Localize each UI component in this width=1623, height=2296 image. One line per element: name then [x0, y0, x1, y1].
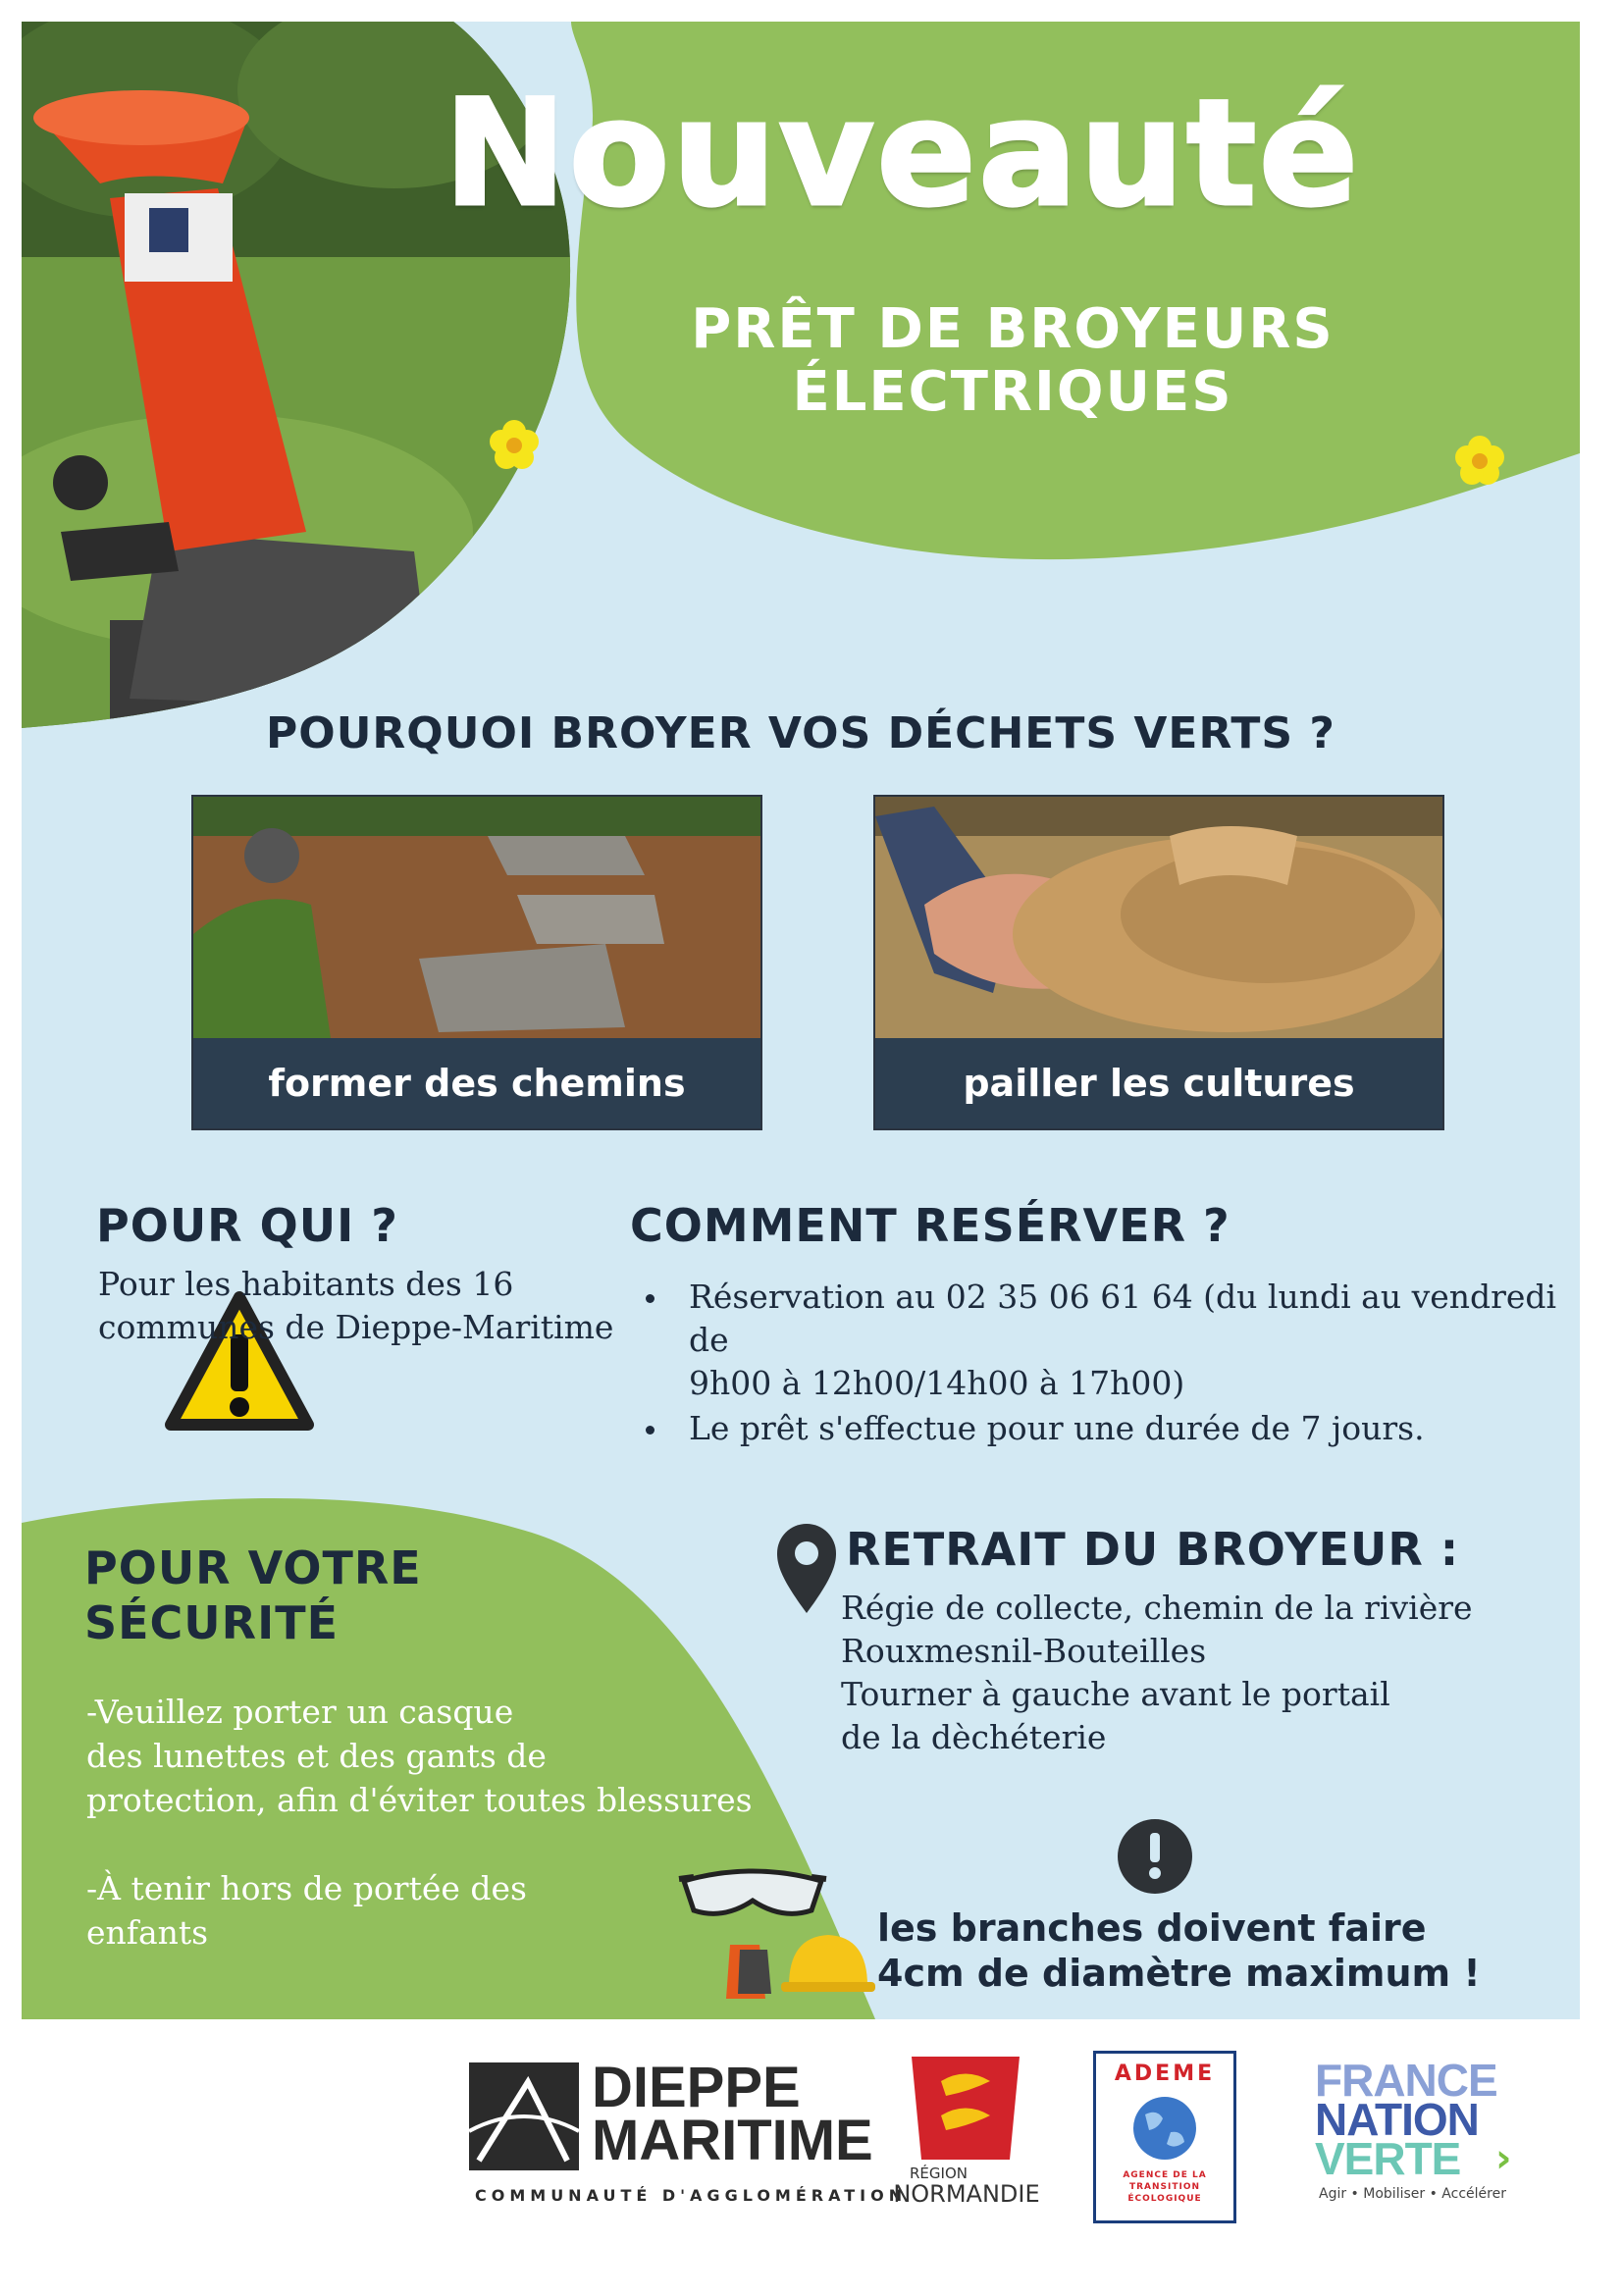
- reserve-heading: COMMENT RESÉRVER ?: [630, 1199, 1230, 1252]
- pickup-text: [841, 1587, 1547, 1759]
- mulch-path-photo: [193, 797, 760, 1038]
- reserve-item-phone-line-1: Réservation au 02 35 06 61 64 (du lundi au vendredi de: [689, 1278, 1557, 1359]
- card-caption-2: pailler les cultures: [875, 1038, 1442, 1128]
- pickup-text-line-3: Tourner à gauche avant le portail: [841, 1675, 1390, 1713]
- subtitle: [571, 298, 1454, 424]
- france-nation-verte-logo: [1315, 2055, 1531, 2208]
- reserve-item-duration: [638, 1407, 1560, 1450]
- branch-warning-line-2: 4cm de diamètre maximum !: [877, 1952, 1481, 1995]
- dieppe-maritime-emblem-icon: [469, 2062, 579, 2170]
- ademe-subtitle: AGENCE DE LA TRANSITION ÉCOLOGIQUE: [1123, 2170, 1207, 2204]
- dieppe-subtitle: COMMUNAUTÉ D'AGGLOMÉRATION: [475, 2186, 908, 2205]
- dieppe-text: DIEPPE: [592, 2056, 801, 2119]
- normandie-name: NORMANDIE: [893, 2180, 1040, 2208]
- poster: [22, 22, 1580, 2019]
- photo-card-paths: [191, 795, 762, 1130]
- safety-heading: [84, 1540, 422, 1650]
- why-heading: POURQUOI BROYER VOS DÉCHETS VERTS ?: [266, 708, 1335, 758]
- location-pin-icon: [777, 1524, 836, 1613]
- dieppe-maritime-logo: [469, 2056, 908, 2206]
- subtitle-line-2: ÉLECTRIQUES: [792, 360, 1233, 424]
- maritime-text: MARITIME: [592, 2109, 873, 2172]
- main-title: Nouveauté: [444, 69, 1361, 239]
- pickup-heading: RETRAIT DU BROYEUR :: [846, 1523, 1460, 1576]
- who-text-line-1: Pour les habitants des 16: [98, 1265, 514, 1303]
- normandie-lions-icon: [902, 2057, 1029, 2160]
- ademe-logo: [1093, 2051, 1236, 2223]
- photo-card-mulch: [873, 795, 1444, 1130]
- safety-text-line-5: enfants: [86, 1913, 209, 1952]
- who-text-line-2: communes de Dieppe-Maritime: [98, 1308, 614, 1346]
- nation-text: NATION: [1315, 2094, 1479, 2145]
- normandie-region-label: RÉGION: [910, 2165, 968, 2182]
- safety-text-line-1: -Veuillez porter un casque: [86, 1693, 514, 1731]
- chevron-right-icon: ›: [1495, 2136, 1512, 2181]
- france-tagline: Agir • Mobiliser • Accélérer: [1319, 2186, 1506, 2202]
- safety-text: [86, 1690, 773, 1955]
- branch-warning: [877, 1905, 1481, 1996]
- region-normandie-logo: [878, 2057, 1055, 2214]
- exclamation-circle-icon: [1118, 1819, 1192, 1894]
- pickup-text-line-4: de la dèchéterie: [841, 1718, 1107, 1756]
- safety-heading-line-1: POUR VOTRE: [84, 1541, 422, 1594]
- safety-text-line-4: -À tenir hors de portée des: [86, 1869, 527, 1907]
- france-text: FRANCE: [1315, 2055, 1497, 2106]
- pickup-text-line-2: Rouxmesnil-Bouteilles: [841, 1632, 1207, 1670]
- pickup-text-line-1: Régie de collecte, chemin de la rivière: [841, 1589, 1473, 1627]
- who-heading: POUR QUI ?: [96, 1199, 398, 1252]
- reserve-list: [638, 1276, 1560, 1452]
- card-caption-1: former des chemins: [193, 1038, 760, 1128]
- reserve-item-phone: [638, 1276, 1560, 1405]
- verte-text: VERTE: [1315, 2133, 1461, 2184]
- ademe-name: ADEME: [1114, 2061, 1216, 2086]
- reserve-item-phone-line-2: 9h00 à 12h00/14h00 à 17h00): [689, 1364, 1185, 1402]
- globe-icon: [1131, 2095, 1198, 2162]
- safety-text-line-3: protection, afin d'éviter toutes blessures: [86, 1781, 753, 1819]
- subtitle-line-1: PRÊT DE BROYEURS: [691, 297, 1335, 361]
- branch-warning-line-1: les branches doivent faire: [877, 1906, 1427, 1950]
- mulch-hands-photo: [875, 797, 1442, 1038]
- who-text: [98, 1263, 648, 1349]
- reserve-item-duration-line-1: Le prêt s'effectue pour une durée de 7 jours.: [689, 1409, 1425, 1447]
- safety-heading-line-2: SÉCURITÉ: [84, 1596, 340, 1649]
- safety-text-line-2: des lunettes et des gants de: [86, 1737, 547, 1775]
